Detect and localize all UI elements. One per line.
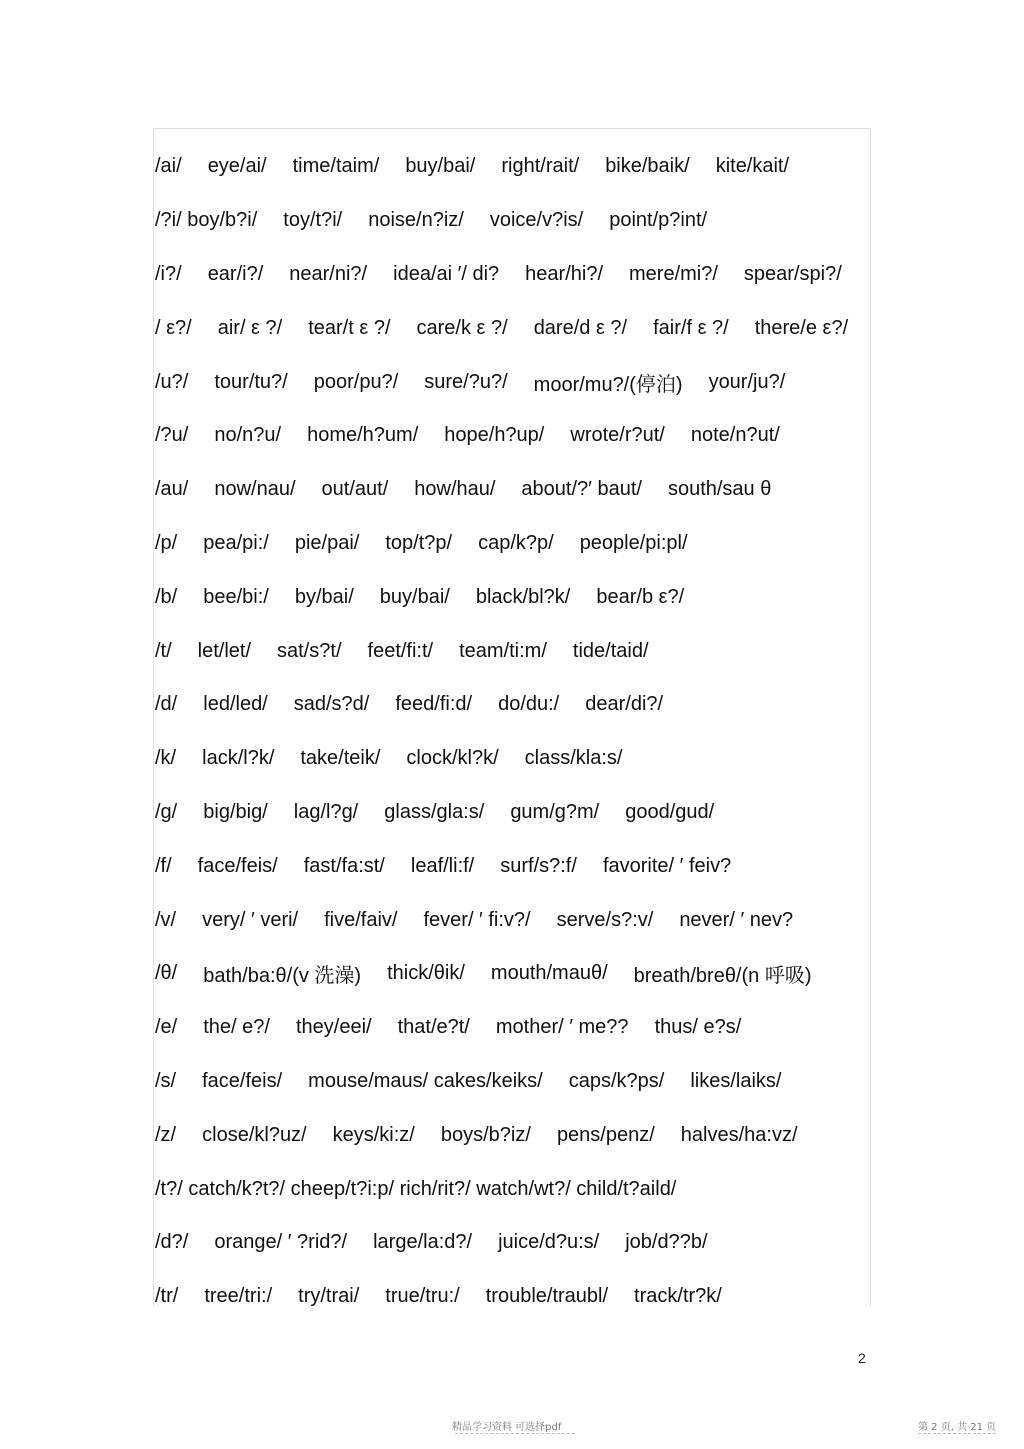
example-word: about/?′ baut/: [521, 478, 642, 501]
example-word: thick/θik/: [387, 962, 465, 985]
example-word: five/faiv/: [324, 908, 398, 931]
example-word: favorite/ ′ feiv?: [602, 854, 732, 877]
example-word: big/big/: [203, 800, 268, 823]
example-word: breath/breθ/(n 呼吸): [633, 965, 812, 988]
phonetic-row: [155, 624, 875, 678]
footer-right: 第 2 页, 共 21 页: [918, 1422, 997, 1433]
example-word: mouth/mauθ/: [490, 962, 608, 985]
example-word: job/d??b/: [625, 1231, 708, 1254]
example-word: track/tr?k/: [634, 1285, 722, 1308]
phoneme-symbol: /d/: [155, 693, 178, 716]
example-word: there/e ε?/: [754, 316, 849, 339]
example-word: mere/mi?/: [629, 262, 718, 285]
phonetic-table: [155, 140, 875, 1324]
footer-divider-right: [918, 1433, 996, 1434]
example-word: spear/spi?/: [743, 262, 842, 285]
example-word: gum/g?m/: [510, 800, 600, 823]
example-word: south/sau θ: [667, 478, 772, 501]
example-word: glass/gla:s/: [384, 800, 485, 823]
example-word: fast/fa:st/: [303, 854, 385, 877]
example-word: toy/t?i/: [283, 209, 343, 232]
phonetic-row: [155, 301, 875, 355]
example-word: serve/s?:v/: [556, 908, 654, 931]
example-word: hear/hi?/: [525, 262, 604, 285]
example-word: trouble/traubl/: [485, 1285, 609, 1308]
example-word: ear/i?/: [207, 262, 264, 285]
example-word: top/t?p/: [385, 531, 453, 554]
example-word: time/taim/: [292, 155, 380, 178]
phoneme-symbol: /s/: [155, 1069, 177, 1092]
phonetic-row: [155, 1001, 875, 1055]
example-word: fair/f ε ?/: [653, 316, 729, 339]
example-word: feed/fi:d/: [395, 693, 473, 716]
example-word: pie/pai/: [294, 531, 360, 554]
example-word: wrote/r?ut/: [570, 424, 665, 447]
phoneme-symbol: /k/: [155, 747, 177, 770]
example-word: led/led/: [203, 693, 268, 716]
phonetic-row: [155, 732, 875, 786]
example-word: dear/di?/: [585, 693, 664, 716]
phoneme-symbol: /?i/ boy/b?i/: [155, 209, 258, 232]
phoneme-symbol: /u?/: [155, 370, 189, 393]
phoneme-symbol: /au/: [155, 478, 189, 501]
phoneme-symbol: /z/: [155, 1123, 177, 1146]
example-word: likes/laiks/: [690, 1069, 782, 1092]
example-word: face/feis/: [202, 1069, 283, 1092]
phonetic-row: [155, 839, 875, 893]
phonetic-row: [155, 1216, 875, 1270]
example-word: try/trai/: [298, 1285, 360, 1308]
phoneme-symbol: / ε?/: [155, 316, 192, 339]
phoneme-symbol: /θ/: [155, 962, 178, 985]
example-word: dare/d ε ?/: [533, 316, 628, 339]
example-word: tour/tu?/: [214, 370, 288, 393]
example-word: very/ ′ veri/: [202, 908, 299, 931]
example-word: note/n?ut/: [690, 424, 780, 447]
phonetic-row: [155, 140, 875, 194]
example-word: bath/ba:θ/(v 洗澡): [203, 965, 362, 988]
example-word: no/n?u/: [214, 424, 282, 447]
example-word: the/ e?/: [203, 1016, 270, 1039]
example-word: mouse/maus/ cakes/keiks/: [308, 1069, 543, 1092]
phonetic-row: [155, 786, 875, 840]
phonetic-row: [155, 1108, 875, 1162]
example-word: thus/ e?s/: [654, 1016, 742, 1039]
example-word: hope/h?up/: [444, 424, 545, 447]
example-word: face/feis/: [197, 854, 278, 877]
example-word: take/teik/: [300, 747, 381, 770]
phoneme-symbol: /ai/: [155, 155, 182, 178]
phoneme-symbol: /?u/: [155, 424, 189, 447]
phoneme-symbol: /g/: [155, 800, 178, 823]
example-word: noise/n?iz/: [368, 209, 464, 232]
example-word: your/ju?/: [708, 370, 786, 393]
example-word: halves/ha:vz/: [680, 1123, 798, 1146]
example-word: idea/ai ′/ di?: [393, 262, 500, 285]
example-word: people/pi:pl/: [579, 531, 688, 554]
example-word: cap/k?p/: [478, 531, 554, 554]
example-word: by/bai/: [294, 585, 354, 608]
example-word: lack/l?k/: [202, 747, 275, 770]
phonetic-row: [155, 463, 875, 517]
phoneme-symbol: /f/: [155, 854, 172, 877]
example-word: juice/d?u:s/: [498, 1231, 600, 1254]
phoneme-symbol: /v/: [155, 908, 177, 931]
example-word: tree/tri:/: [204, 1285, 273, 1308]
example-word: mother/ ′ me??: [495, 1016, 629, 1039]
footer-divider-left: [455, 1433, 575, 1434]
phonetic-row: [155, 355, 875, 409]
example-word: out/aut/: [321, 478, 389, 501]
phoneme-symbol: /p/: [155, 531, 178, 554]
example-word: now/nau/: [214, 478, 296, 501]
example-word: sat/s?t/: [277, 639, 342, 662]
phonetic-row: [155, 570, 875, 624]
example-word: kite/kait/: [715, 155, 790, 178]
example-word: sad/s?d/: [293, 693, 370, 716]
example-word: point/p?int/: [609, 209, 708, 232]
example-word: lag/l?g/: [293, 800, 359, 823]
example-word: good/gud/: [625, 800, 715, 823]
example-word: voice/v?is/: [489, 209, 584, 232]
phonetic-row: [155, 893, 875, 947]
example-word: surf/s?:f/: [500, 854, 577, 877]
phonetic-row: [155, 1162, 875, 1216]
example-word: never/ ′ nev?: [679, 908, 794, 931]
example-word: pens/penz/: [556, 1123, 655, 1146]
phonetic-row: [155, 248, 875, 302]
example-word: home/h?um/: [307, 424, 419, 447]
phonetic-row: [155, 517, 875, 571]
example-word: moor/mu?/(停泊): [533, 373, 683, 396]
example-word: bike/baik/: [605, 155, 690, 178]
example-word: how/hau/: [414, 478, 496, 501]
phoneme-symbol: /i?/: [155, 262, 182, 285]
example-word: tide/taid/: [572, 639, 649, 662]
example-word: black/bl?k/: [475, 585, 571, 608]
example-word: do/du:/: [498, 693, 560, 716]
example-word: pea/pi:/: [203, 531, 269, 554]
example-word: team/ti:m/: [459, 639, 547, 662]
example-word: that/e?t/: [397, 1016, 470, 1039]
footer-left: 精品学习资料 可选择pdf: [452, 1422, 562, 1433]
example-word: caps/k?ps/: [568, 1069, 665, 1092]
example-word: clock/kl?k/: [406, 747, 499, 770]
example-word: air/ ε ?/: [217, 316, 283, 339]
phonetic-row: [155, 947, 875, 1001]
phonetic-row: [155, 194, 875, 248]
example-word: care/k ε ?/: [416, 316, 508, 339]
example-word: close/kl?uz/: [202, 1123, 307, 1146]
phoneme-symbol: /d?/: [155, 1231, 189, 1254]
phoneme-symbol: /t?/ catch/k?t?/ cheep/t?i:p/ rich/rit?/ watch/wt?/ child/t?aild/: [155, 1177, 677, 1200]
example-word: keys/ki:z/: [332, 1123, 415, 1146]
example-word: leaf/li:f/: [410, 854, 475, 877]
phoneme-symbol: /tr/: [155, 1285, 179, 1308]
phoneme-symbol: /e/: [155, 1016, 178, 1039]
example-word: buy/bai/: [405, 155, 476, 178]
example-word: right/rait/: [501, 155, 580, 178]
example-word: let/let/: [197, 639, 252, 662]
example-word: true/tru:/: [385, 1285, 460, 1308]
phoneme-symbol: /b/: [155, 585, 178, 608]
example-word: bee/bi:/: [203, 585, 269, 608]
example-word: class/kla:s/: [524, 747, 623, 770]
phonetic-row: [155, 409, 875, 463]
example-word: sure/?u?/: [424, 370, 508, 393]
example-word: poor/pu?/: [313, 370, 399, 393]
phonetic-row: [155, 678, 875, 732]
example-word: tear/t ε ?/: [308, 316, 391, 339]
example-word: feet/fi:t/: [367, 639, 434, 662]
phoneme-symbol: /t/: [155, 639, 172, 662]
example-word: eye/ai/: [207, 155, 267, 178]
phonetic-row: [155, 1055, 875, 1109]
example-word: bear/b ε?/: [596, 585, 685, 608]
example-word: they/eei/: [295, 1016, 372, 1039]
page-number: 2: [858, 1350, 866, 1366]
example-word: buy/bai/: [379, 585, 450, 608]
example-word: boys/b?iz/: [440, 1123, 531, 1146]
example-word: near/ni?/: [289, 262, 368, 285]
phonetic-row: [155, 1270, 875, 1324]
example-word: large/la:d?/: [373, 1231, 473, 1254]
example-word: fever/ ′ fi:v?/: [423, 908, 531, 931]
example-word: orange/ ′ ?rid?/: [214, 1231, 348, 1254]
